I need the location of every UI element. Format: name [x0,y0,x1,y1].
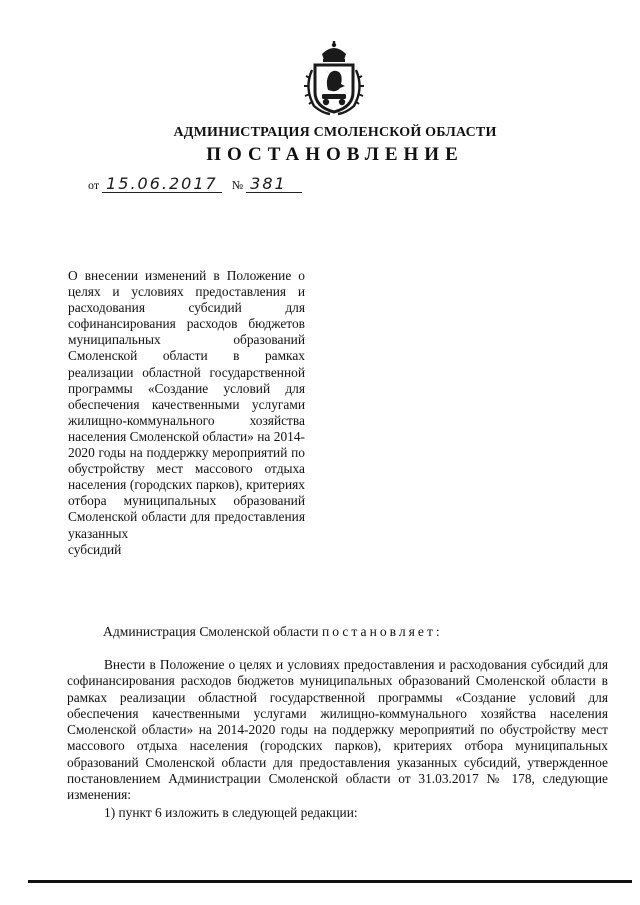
organization-name: АДМИНИСТРАЦИЯ СМОЛЕНСКОЙ ОБЛАСТИ [173,125,497,140]
decree-statement [103,624,443,640]
body-paragraph: Внести в Положение о целях и условиях предоставления и расходования субсидий для софинансирования расходов бюджетов муниципальных образований Смоленской области в рамках реализации областной государственной программы «Создание условий для обеспечения качественными услугами жилищно-коммунального хозяйства населения Смоленской области» на 2014-2020 годы на поддержку мероприятий по обустройству мест массового отдыха населения (городских парков), критериях отбора муниципальных образований Смоленской области для предоставления указанных субсидий, утвержденное постановлением Администрации Смоленской области от 31.03.2017 № 178, следующие изменения: [67,657,608,803]
decree-authority: Администрация Смоленской области [103,624,319,639]
subject-text: О внесении изменений в Положение о целях и условиях предоставления и расходования субсидий для софинансирования расходов бюджетов муниципальных образований Смоленской области в рамках реализации областной государственной программы «Создание условий для обеспечения качественными услугами жилищно-коммунального хозяйства населения Смоленской области» на 2014-2020 годы на поддержку мероприятий по обустройству мест массового отдыха населения (городских парков), критериях отбора муниципальных образований Смоленской области для предоставления указанных [68,268,305,541]
number-label: № [231,178,244,192]
amendment-item-1: 1) пункт 6 изложить в следующей редакции: [104,805,358,820]
page-bottom-rule [28,880,632,883]
subject-last-word: субсидий [68,541,122,557]
document-date: 15.06.2017 [102,176,222,193]
smolensk-coat-of-arms-icon [298,40,370,116]
date-from-label: от [88,178,100,192]
document-subject [68,268,305,558]
date-number-line [88,173,302,193]
document-number: 381 [246,176,302,193]
decree-verb: постановляет: [321,624,443,639]
document-type-title: ПОСТАНОВЛЕНИЕ [206,144,464,165]
